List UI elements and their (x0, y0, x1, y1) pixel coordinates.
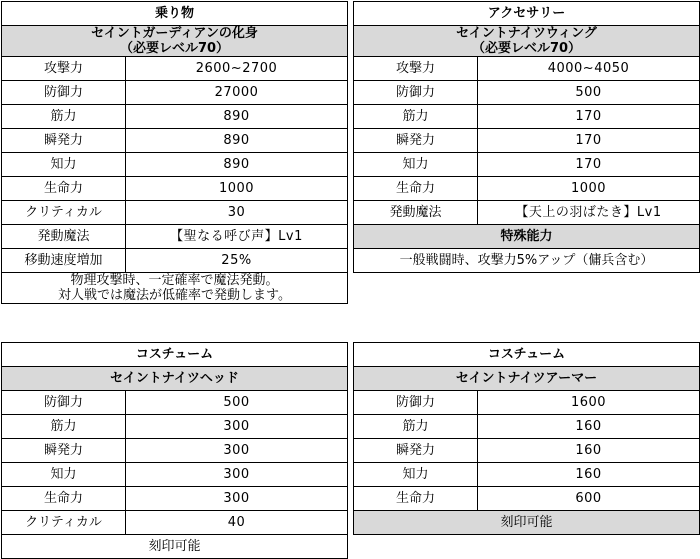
mount-name: セイントガーディアンの化身 (91, 26, 258, 41)
stat-row (2, 129, 348, 153)
stat-label: 攻撃力 (354, 57, 478, 81)
stat-value: 300 (126, 415, 348, 439)
mount-required-level: （必要レベル70） (119, 41, 230, 56)
stat-row (354, 391, 700, 415)
mount-note-line: 物理攻撃時、一定確率で魔法発動。 (70, 273, 279, 288)
stat-row (354, 201, 700, 225)
accessory-panel (353, 1, 700, 273)
stat-value: 40 (126, 511, 348, 535)
stat-value: 160 (478, 439, 700, 463)
stat-row (2, 439, 348, 463)
special-ability-text: 一般戦闘時、攻撃力5%アップ（傭兵含む） (354, 249, 700, 273)
stat-row (354, 81, 700, 105)
mount-note-line: 対人戦では魔法が低確率で発動します。 (58, 288, 291, 303)
stat-row (354, 415, 700, 439)
stat-row (2, 153, 348, 177)
stat-value: 890 (126, 105, 348, 129)
stat-label: 知力 (2, 463, 126, 487)
stat-value: 25% (126, 249, 348, 273)
stat-value: 170 (478, 153, 700, 177)
stat-label: 知力 (2, 153, 126, 177)
stat-value: 4000~4050 (478, 57, 700, 81)
stat-value: 【天上の羽ばたき】Lv1 (478, 201, 700, 225)
costume-armor-name: セイントナイツアーマー (354, 367, 700, 391)
mount-panel (1, 1, 348, 304)
stat-label: 防御力 (2, 81, 126, 105)
stat-value: 890 (126, 129, 348, 153)
stat-row (2, 249, 348, 273)
special-ability-header: 特殊能力 (354, 225, 700, 249)
stat-row (354, 105, 700, 129)
stat-row (354, 153, 700, 177)
stat-label: 攻撃力 (2, 57, 126, 81)
stat-label: 防御力 (2, 391, 126, 415)
stat-value: 1600 (478, 391, 700, 415)
stat-row (2, 487, 348, 511)
stat-label: 筋力 (354, 415, 478, 439)
stat-row (354, 487, 700, 511)
stat-label: 知力 (354, 153, 478, 177)
stat-label: 発動魔法 (354, 201, 478, 225)
stat-row (354, 463, 700, 487)
stat-label: クリティカル (2, 201, 126, 225)
stat-value: 27000 (126, 81, 348, 105)
stat-row (354, 439, 700, 463)
costume-armor-panel (353, 342, 700, 535)
costume-head-header: コスチューム (2, 343, 348, 367)
mount-note (2, 273, 348, 304)
stat-label: 生命力 (2, 487, 126, 511)
stat-label: 筋力 (2, 415, 126, 439)
stat-label: 発動魔法 (2, 225, 126, 249)
stat-label: 生命力 (354, 177, 478, 201)
stat-label: 生命力 (2, 177, 126, 201)
stat-row (2, 105, 348, 129)
stat-row (2, 81, 348, 105)
engrave-note: 刻印可能 (2, 535, 348, 559)
stat-row (2, 177, 348, 201)
stat-value: 600 (478, 487, 700, 511)
stat-label: 防御力 (354, 391, 478, 415)
mount-header: 乗り物 (2, 2, 348, 26)
engrave-note: 刻印可能 (354, 511, 700, 535)
stat-row (2, 463, 348, 487)
stat-row (2, 511, 348, 535)
stat-row (2, 201, 348, 225)
accessory-item-name (354, 26, 700, 57)
stat-value: 160 (478, 415, 700, 439)
stat-row (2, 57, 348, 81)
stat-label: 移動速度増加 (2, 249, 126, 273)
stat-row (354, 129, 700, 153)
stat-label: 筋力 (354, 105, 478, 129)
stat-row (354, 57, 700, 81)
stat-value: 1000 (478, 177, 700, 201)
stat-value: 160 (478, 463, 700, 487)
accessory-header: アクセサリー (354, 2, 700, 26)
mount-item-name (2, 26, 348, 57)
costume-armor-header: コスチューム (354, 343, 700, 367)
stat-value: 【聖なる呼び声】Lv1 (126, 225, 348, 249)
stat-value: 30 (126, 201, 348, 225)
stat-row (354, 177, 700, 201)
stat-value: 170 (478, 129, 700, 153)
accessory-name: セイントナイツウィング (456, 26, 597, 41)
costume-head-panel (1, 342, 348, 559)
stat-row (2, 415, 348, 439)
stat-label: 知力 (354, 463, 478, 487)
stat-value: 300 (126, 439, 348, 463)
stat-label: 瞬発力 (354, 129, 478, 153)
stat-label: クリティカル (2, 511, 126, 535)
stat-value: 170 (478, 105, 700, 129)
stat-row (2, 391, 348, 415)
stat-label: 筋力 (2, 105, 126, 129)
stat-label: 瞬発力 (2, 439, 126, 463)
stat-label: 瞬発力 (2, 129, 126, 153)
stat-value: 500 (126, 391, 348, 415)
costume-head-name: セイントナイツヘッド (2, 367, 348, 391)
stat-value: 300 (126, 463, 348, 487)
stat-label: 生命力 (354, 487, 478, 511)
stat-value: 300 (126, 487, 348, 511)
stat-value: 890 (126, 153, 348, 177)
stat-row (2, 225, 348, 249)
stat-value: 500 (478, 81, 700, 105)
stat-value: 2600~2700 (126, 57, 348, 81)
stat-label: 瞬発力 (354, 439, 478, 463)
stat-label: 防御力 (354, 81, 478, 105)
accessory-required-level: （必要レベル70） (471, 41, 582, 56)
stat-value: 1000 (126, 177, 348, 201)
